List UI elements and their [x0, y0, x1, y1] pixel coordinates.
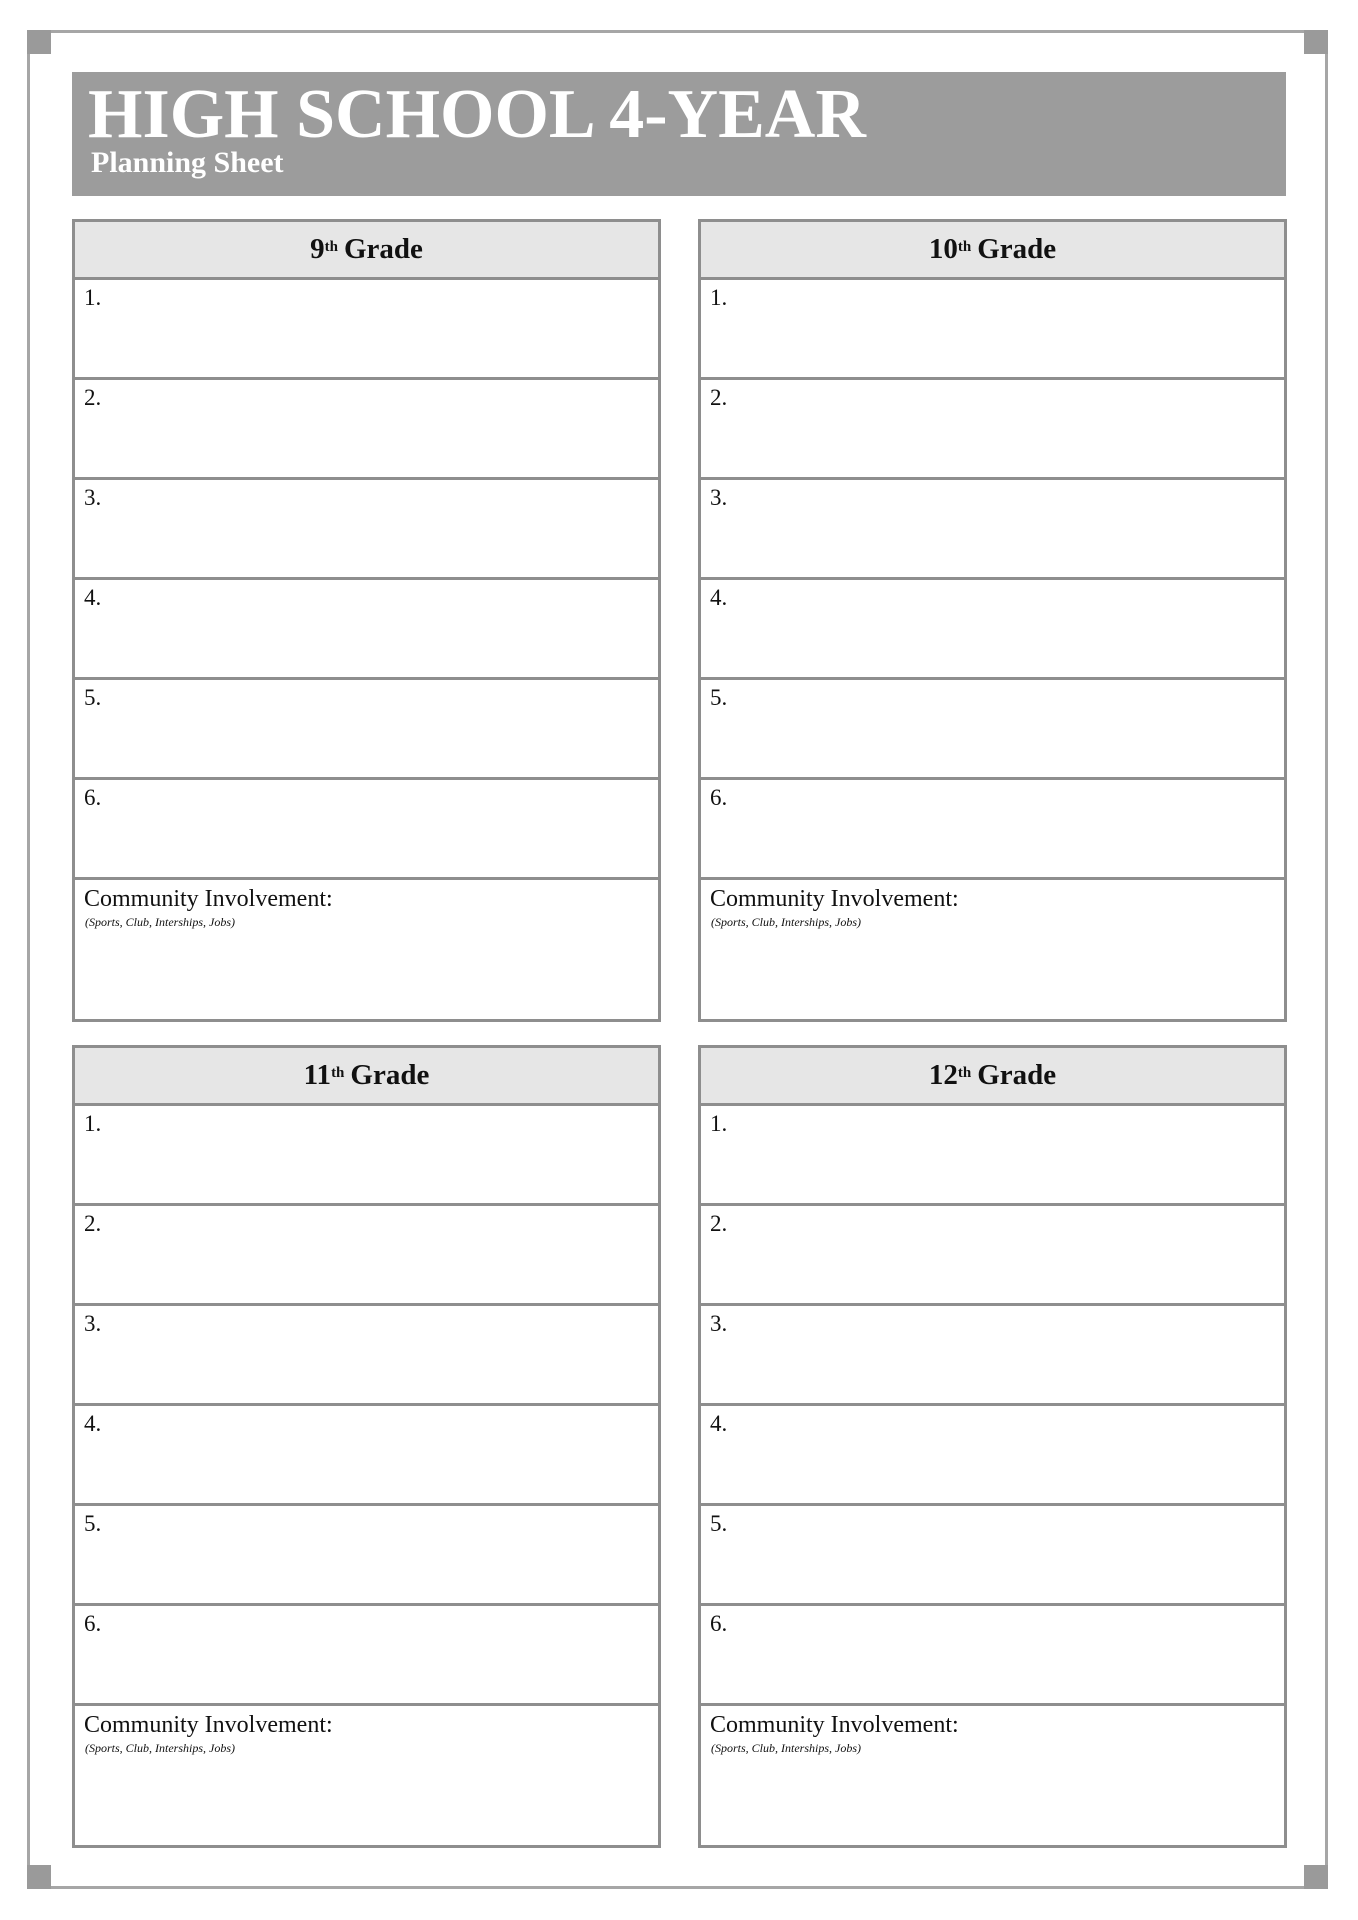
course-row-3[interactable] — [75, 1306, 658, 1406]
row-number: 6. — [84, 785, 102, 810]
row-number: 5. — [710, 1511, 728, 1536]
course-row-5[interactable] — [75, 1506, 658, 1606]
corner-mark-bottom-right — [1304, 1865, 1328, 1889]
course-row-4[interactable] — [701, 580, 1284, 680]
course-row-6[interactable] — [75, 1606, 658, 1706]
course-row-5[interactable] — [75, 680, 658, 780]
row-number: 6. — [84, 1611, 102, 1636]
community-note: (Sports, Club, Interships, Jobs) — [711, 915, 861, 929]
community-involvement-field[interactable] — [701, 880, 1284, 1017]
row-number: 1. — [84, 1111, 102, 1136]
grade-suffix: th — [331, 1065, 345, 1081]
course-row-6[interactable] — [75, 780, 658, 880]
course-row-3[interactable] — [701, 1306, 1284, 1406]
course-row-4[interactable] — [75, 1406, 658, 1506]
course-row-2[interactable] — [701, 1206, 1284, 1306]
grade-header — [75, 222, 658, 280]
header-banner — [72, 72, 1286, 196]
row-number: 3. — [710, 1311, 728, 1336]
row-number: 5. — [710, 685, 728, 710]
grade-label: Grade — [977, 233, 1057, 265]
grade-card-9 — [72, 219, 661, 1022]
row-number: 5. — [84, 685, 102, 710]
page-subtitle: Planning Sheet — [91, 146, 284, 179]
community-note: (Sports, Club, Interships, Jobs) — [711, 1741, 861, 1755]
row-number: 1. — [84, 285, 102, 310]
row-number: 6. — [710, 785, 728, 810]
grade-card-12 — [698, 1045, 1287, 1848]
grade-number: 11 — [303, 1059, 332, 1091]
community-label: Community Involvement: — [710, 886, 959, 912]
course-row-4[interactable] — [75, 580, 658, 680]
community-label: Community Involvement: — [84, 886, 333, 912]
corner-mark-bottom-left — [27, 1865, 51, 1889]
grade-label: Grade — [350, 1059, 430, 1091]
grade-header — [75, 1048, 658, 1106]
grade-number: 10 — [928, 233, 958, 265]
course-row-1[interactable] — [75, 280, 658, 380]
grade-suffix: th — [957, 1065, 972, 1081]
course-row-5[interactable] — [701, 680, 1284, 780]
community-label: Community Involvement: — [84, 1712, 333, 1738]
course-row-2[interactable] — [75, 1206, 658, 1306]
course-row-2[interactable] — [75, 380, 658, 480]
row-number: 4. — [710, 585, 728, 610]
row-number: 2. — [84, 1211, 102, 1236]
row-number: 6. — [710, 1611, 728, 1636]
corner-mark-top-left — [27, 30, 51, 54]
grade-suffix: th — [957, 239, 972, 255]
course-row-1[interactable] — [701, 1106, 1284, 1206]
page-title: HIGH SCHOOL 4-YEAR — [88, 76, 866, 153]
grade-label: Grade — [343, 233, 423, 265]
grade-card-11 — [72, 1045, 661, 1848]
corner-mark-top-right — [1304, 30, 1328, 54]
row-number: 5. — [84, 1511, 102, 1536]
community-label: Community Involvement: — [710, 1712, 959, 1738]
course-row-4[interactable] — [701, 1406, 1284, 1506]
course-row-6[interactable] — [701, 1606, 1284, 1706]
community-note: (Sports, Club, Interships, Jobs) — [85, 915, 235, 929]
row-number: 1. — [710, 1111, 728, 1136]
row-number: 2. — [710, 1211, 728, 1236]
grade-number: 12 — [928, 1059, 958, 1091]
grade-number: 9 — [310, 233, 325, 265]
row-number: 4. — [84, 585, 102, 610]
course-row-3[interactable] — [701, 480, 1284, 580]
community-note: (Sports, Club, Interships, Jobs) — [85, 1741, 235, 1755]
community-involvement-field[interactable] — [75, 880, 658, 1017]
course-row-3[interactable] — [75, 480, 658, 580]
course-row-5[interactable] — [701, 1506, 1284, 1606]
row-number: 2. — [710, 385, 728, 410]
grade-label: Grade — [977, 1059, 1057, 1091]
row-number: 4. — [710, 1411, 728, 1436]
row-number: 3. — [84, 485, 102, 510]
grade-suffix: th — [324, 239, 338, 255]
course-row-1[interactable] — [75, 1106, 658, 1206]
row-number: 4. — [84, 1411, 102, 1436]
row-number: 2. — [84, 385, 102, 410]
community-involvement-field[interactable] — [75, 1706, 658, 1843]
row-number: 3. — [710, 485, 728, 510]
community-involvement-field[interactable] — [701, 1706, 1284, 1843]
grade-header — [701, 1048, 1284, 1106]
course-row-2[interactable] — [701, 380, 1284, 480]
course-row-1[interactable] — [701, 280, 1284, 380]
grade-header — [701, 222, 1284, 280]
row-number: 1. — [710, 285, 728, 310]
row-number: 3. — [84, 1311, 102, 1336]
grade-card-10 — [698, 219, 1287, 1022]
course-row-6[interactable] — [701, 780, 1284, 880]
